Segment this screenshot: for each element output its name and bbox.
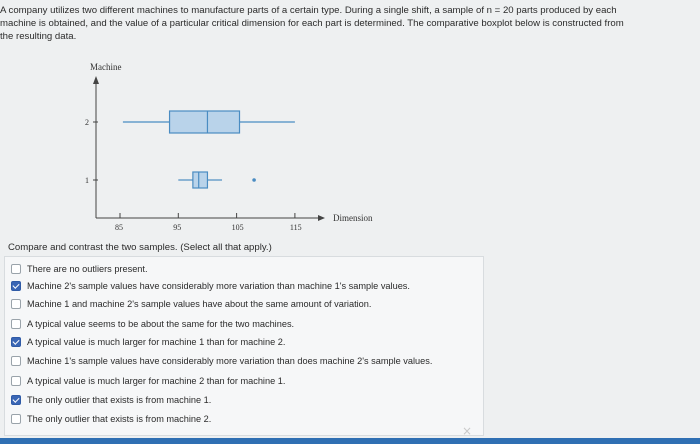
x-tick-label: 105	[231, 223, 244, 232]
intro-line-2: machine is obtained, and the value of a particular critical dimension for each part is determined. The comparative boxplot below is constructed from	[0, 18, 624, 30]
checkbox[interactable]	[11, 319, 21, 329]
bottom-bar	[0, 438, 700, 444]
checkbox[interactable]	[11, 376, 21, 386]
box-iqr	[170, 111, 240, 133]
option-label: Machine 1's sample values have considerably more variation than does machine 2's sample values.	[27, 356, 433, 366]
answer-options	[4, 256, 484, 436]
checkbox[interactable]	[11, 395, 21, 405]
y-axis-label: Machine	[90, 62, 122, 72]
y-axis-arrow	[93, 76, 99, 84]
intro-line-1: A company utilizes two different machines to manufacture parts of a certain type. During a single shift, a sample of n = 20 parts produced by each	[0, 5, 617, 16]
option-label: The only outlier that exists is from machine 1.	[27, 395, 212, 405]
y-tick-label: 1	[85, 176, 89, 185]
x-axis-arrow	[318, 215, 325, 221]
checkbox[interactable]	[11, 414, 21, 424]
option-label: A typical value seems to be about the same for the two machines.	[27, 319, 295, 329]
y-tick-label: 2	[85, 118, 89, 127]
x-tick-label: 85	[115, 223, 123, 232]
comparative-boxplot	[60, 56, 400, 240]
x-axis-label: Dimension	[333, 213, 373, 223]
checkbox[interactable]	[11, 356, 21, 366]
option-label: The only outlier that exists is from machine 2.	[27, 414, 212, 424]
option-m2-more-variation[interactable]	[11, 279, 410, 293]
option-label: A typical value is much larger for machine 1 than for machine 2.	[27, 337, 286, 347]
intro-line-3: the resulting data.	[0, 31, 77, 43]
option-typical-larger-m2[interactable]	[11, 374, 285, 388]
x-tick-label: 115	[289, 223, 302, 232]
checkbox[interactable]	[11, 337, 21, 347]
option-label: There are no outliers present.	[27, 264, 148, 274]
problem-statement	[0, 4, 692, 44]
checkbox[interactable]	[11, 264, 21, 274]
option-label: Machine 1 and machine 2's sample values have about the same amount of variation.	[27, 299, 372, 309]
option-label: Machine 2's sample values have considerably more variation than machine 1's sample values.	[27, 281, 410, 291]
option-label: A typical value is much larger for machine 2 than for machine 1.	[27, 376, 286, 386]
outlier-point	[252, 178, 256, 182]
checkbox[interactable]	[11, 299, 21, 309]
option-m1-more-variation[interactable]	[11, 354, 432, 368]
question-prompt: Compare and contrast the two samples. (Select all that apply.)	[8, 242, 272, 253]
close-icon[interactable]: ×	[462, 424, 473, 438]
option-typical-larger-m1[interactable]	[11, 335, 285, 349]
x-tick-label: 95	[173, 223, 182, 232]
option-typical-same[interactable]	[11, 317, 294, 331]
option-same-variation[interactable]	[11, 297, 371, 311]
checkbox[interactable]	[11, 281, 21, 291]
box-iqr	[193, 172, 208, 188]
option-outlier-m1[interactable]	[11, 393, 211, 407]
option-no-outliers[interactable]	[11, 262, 148, 276]
option-outlier-m2[interactable]	[11, 412, 211, 426]
